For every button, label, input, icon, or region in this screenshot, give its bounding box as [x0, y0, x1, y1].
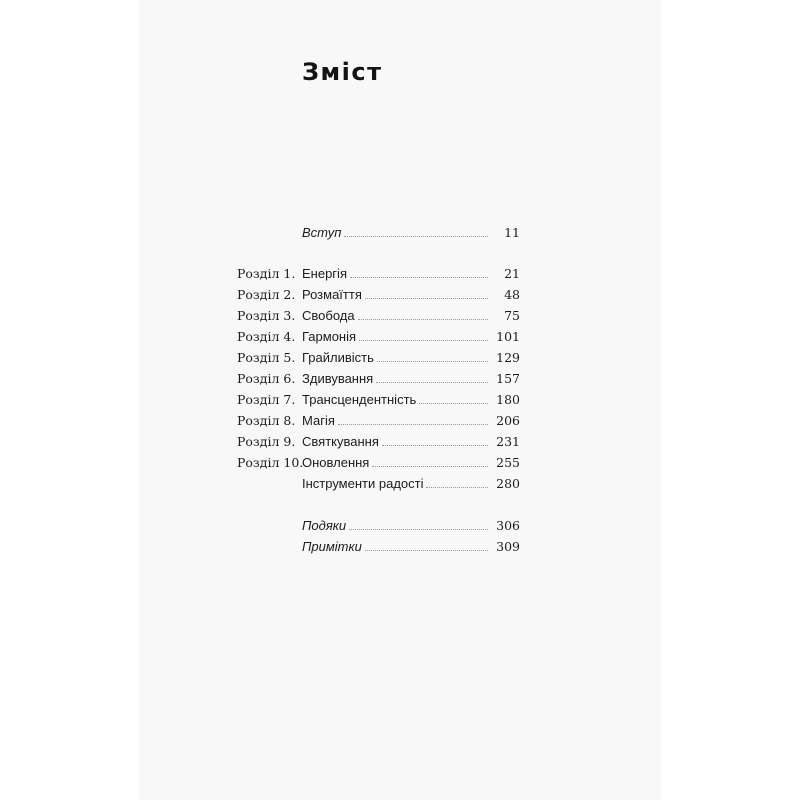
dot-leader: [358, 319, 488, 320]
toc-row-acknowledgements: [0, 518, 800, 536]
chapter-label: Розділ 2.: [237, 287, 296, 302]
toc-page-number: 180: [496, 392, 520, 407]
chapter-label: Розділ 5.: [237, 350, 296, 365]
toc-entry-title: Вступ: [302, 225, 342, 240]
toc-page-number: 21: [504, 266, 520, 281]
chapter-label: Розділ 7.: [237, 392, 296, 407]
toc-row-chapter-7: [0, 392, 800, 410]
toc-page-number: 157: [496, 371, 520, 386]
toc-entry: [302, 329, 520, 344]
toc-entry-title: Свобода: [302, 308, 355, 323]
toc-entry-title: Грайливість: [302, 350, 374, 365]
page-title: Зміст: [302, 58, 383, 86]
toc-row-chapter-1: [0, 266, 800, 284]
toc-entry-title: Розмаїття: [302, 287, 362, 302]
chapter-label: Розділ 8.: [237, 413, 296, 428]
toc-page-number: 255: [496, 455, 520, 470]
dot-leader: [376, 382, 488, 383]
toc-entry-title: Оновлення: [302, 455, 370, 470]
toc-page-number: 11: [504, 225, 520, 240]
dot-leader: [365, 550, 488, 551]
toc-entry-title: Інструменти радості: [302, 476, 424, 491]
toc-page-number: 206: [496, 413, 520, 428]
dot-leader: [377, 361, 488, 362]
chapter-label: Розділ 9.: [237, 434, 296, 449]
dot-leader: [426, 487, 488, 488]
toc-page-number: 280: [496, 476, 520, 491]
toc-entry: [302, 392, 520, 407]
chapter-label: Розділ 3.: [237, 308, 296, 323]
toc-entry: [302, 287, 520, 302]
toc-entry: [302, 455, 520, 470]
chapter-label: Розділ 6.: [237, 371, 296, 386]
dot-leader: [365, 298, 488, 299]
toc-row-chapter-10: [0, 455, 800, 473]
toc-entry-title: Магія: [302, 413, 335, 428]
toc-row-chapter-9: [0, 434, 800, 452]
toc-page-number: 129: [496, 350, 520, 365]
toc-entry: [302, 225, 520, 240]
toc-entry: [302, 434, 520, 449]
toc-row-chapter-8: [0, 413, 800, 431]
toc-entry-title: Енергія: [302, 266, 347, 281]
toc-entry-title: Здивування: [302, 371, 374, 386]
chapter-label: Розділ 1.: [237, 266, 296, 281]
toc-row-notes: [0, 539, 800, 557]
toc-page-number: 48: [504, 287, 520, 302]
toc-row-chapter-2: [0, 287, 800, 305]
chapter-label: Розділ 4.: [237, 329, 296, 344]
toc-entry: [302, 266, 520, 281]
toc-entry: [302, 350, 520, 365]
dot-leader: [382, 445, 488, 446]
toc-entry-title: Трансцендентність: [302, 392, 417, 407]
toc-entry: [302, 518, 520, 533]
dot-leader: [359, 340, 488, 341]
toc-page-number: 309: [496, 539, 520, 554]
toc-entry: [302, 476, 520, 491]
toc-page-number: 75: [504, 308, 520, 323]
toc-entry: [302, 539, 520, 554]
toc-row-chapter-4: [0, 329, 800, 347]
toc-entry: [302, 413, 520, 428]
dot-leader: [349, 529, 488, 530]
dot-leader: [372, 466, 488, 467]
toc-page-number: 306: [496, 518, 520, 533]
toc-entry-title: Святкування: [302, 434, 379, 449]
toc-row-chapter-3: [0, 308, 800, 326]
dot-leader: [344, 236, 488, 237]
toc-entry: [302, 371, 520, 386]
toc-page-number: 101: [496, 329, 520, 344]
dot-leader: [350, 277, 488, 278]
toc-entry: [302, 308, 520, 323]
toc-page-number: 231: [496, 434, 520, 449]
toc-row-tools: [0, 476, 800, 494]
toc-row-chapter-6: [0, 371, 800, 389]
toc-entry-title: Подяки: [302, 518, 347, 533]
dot-leader: [419, 403, 488, 404]
toc-entry-title: Примітки: [302, 539, 362, 554]
toc-row-intro: [0, 225, 800, 243]
chapter-label: Розділ 10.: [237, 455, 304, 470]
toc-entry-title: Гармонія: [302, 329, 357, 344]
dot-leader: [338, 424, 488, 425]
toc-row-chapter-5: [0, 350, 800, 368]
